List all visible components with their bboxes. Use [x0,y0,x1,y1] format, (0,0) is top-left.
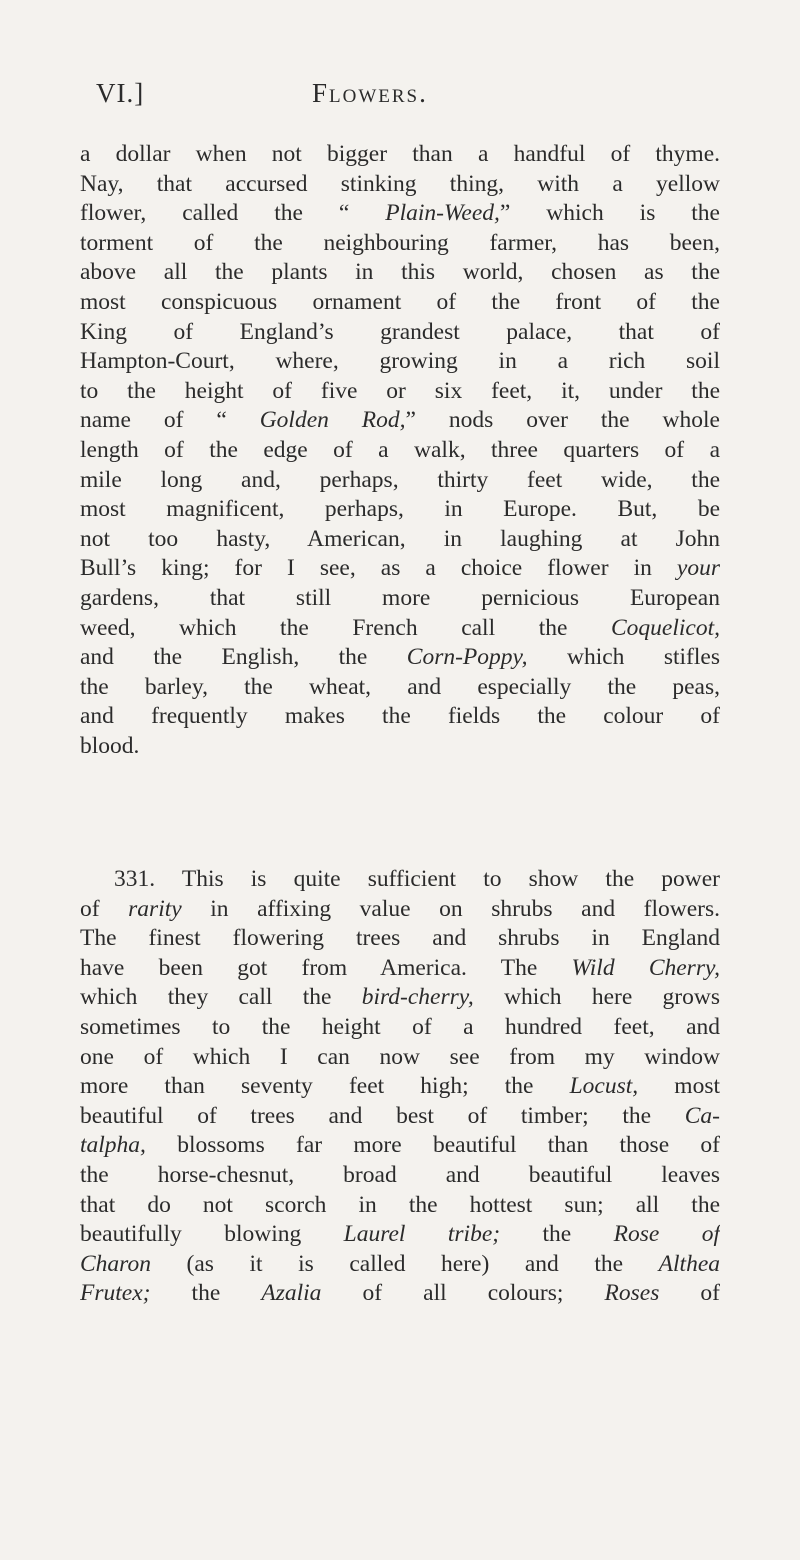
text-line: 331. This is quite sufficient to show the power [114,866,720,892]
text-line: a dollar when not bigger than a handful of thyme. [80,141,720,167]
text-line: more than seventy feet high; the Locust, most [80,1073,720,1100]
text-line: Frutex; the Azalia of all colours; Roses of [80,1280,720,1307]
text-line: The finest flowering trees and shrubs in England [80,925,720,952]
text-line: Nay, that accursed stinking thing, with a yellow [80,170,720,197]
text-line: have been got from America. The Wild Cherry, [80,954,720,981]
text-line: flower, called the “ Plain-Weed,” which is the [80,200,720,227]
text-line: above all the plants in this world, chosen as the [80,259,720,286]
text-line: one of which I can now see from my window [80,1043,720,1070]
text-line: not too hasty, American, in laughing at John [80,525,720,552]
text-line: Bull’s king; for I see, as a choice flower in your [80,555,720,582]
text-line: to the height of five or six feet, it, under the [80,377,720,404]
paragraph-continuation [80,140,720,761]
text-line: beautifully blowing Laurel tribe; the Rose of [80,1221,720,1248]
text-line: and frequently makes the fields the colour of [80,703,720,730]
text-line: King of England’s grandest palace, that of [80,318,720,345]
text-line: most magnificent, perhaps, in Europe. But, be [80,496,720,523]
text-line: length of the edge of a walk, three quarters of a [80,436,720,463]
section-number: VI.] [96,78,145,108]
text-line: sometimes to the height of a hundred feet, and [80,1013,720,1040]
text-line: and the English, the Corn-Poppy, which stifles [80,644,720,671]
text-line: which they call the bird-cherry, which here grows [80,984,720,1011]
text-line: the horse-chesnut, broad and beautiful leaves [80,1161,720,1188]
running-head [96,78,716,118]
text-line: of rarity in affixing value on shrubs and flowers. [80,895,720,922]
text-line: mile long and, perhaps, thirty feet wide, the [80,466,720,493]
text-line: Hampton-Court, where, growing in a rich soil [80,348,720,375]
text-line: blood. [80,732,140,759]
text-line: beautiful of trees and best of timber; the Ca- [80,1102,720,1129]
text-line: gardens, that still more pernicious European [80,584,720,611]
text-line: weed, which the French call the Coquelicot, [80,614,720,641]
text-line: Charon (as it is called here) and the Althea [80,1250,720,1277]
text-line: name of “ Golden Rod,” nods over the whole [80,407,720,434]
text-line: the barley, the wheat, and especially the peas, [80,673,720,700]
chapter-title: Flowers. [312,78,428,108]
text-line: that do not scorch in the hottest sun; all the [80,1191,720,1218]
text-line: most conspicuous ornament of the front of the [80,288,720,315]
text-line: torment of the neighbouring farmer, has been, [80,229,720,256]
text-line: talpha, blossoms far more beautiful than those of [80,1132,720,1159]
paragraph-331 [80,865,720,1309]
